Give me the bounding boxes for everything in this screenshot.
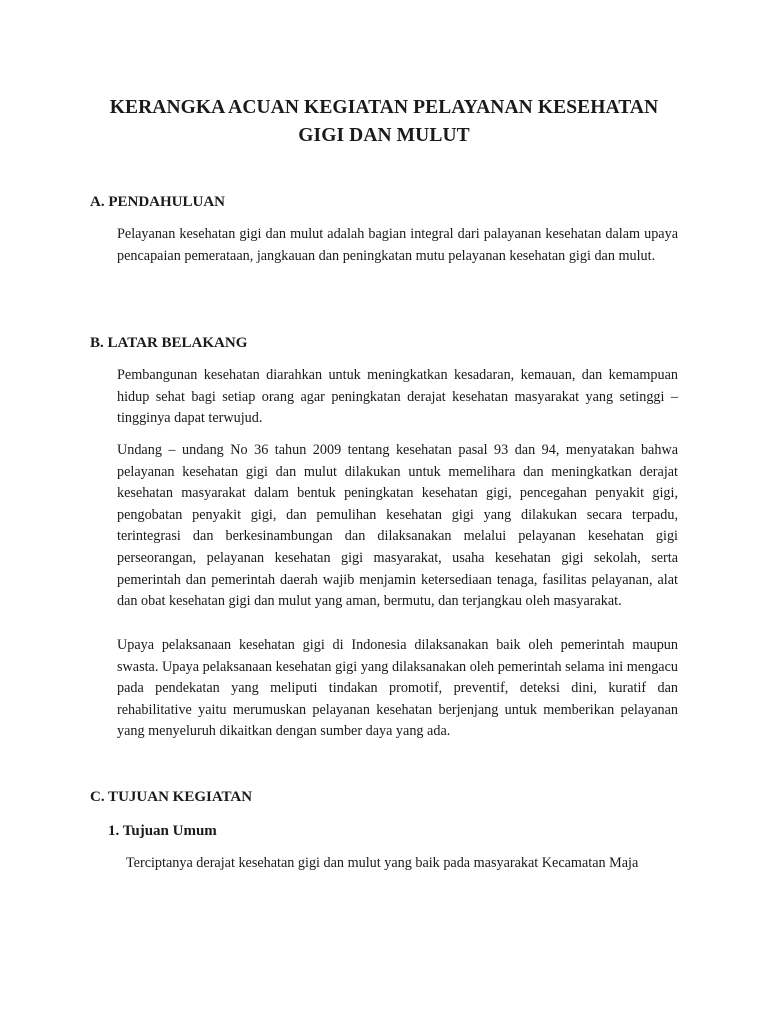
document-title-line-2: GIGI DAN MULUT	[298, 125, 470, 146]
section-b-paragraph-2: Undang – undang No 36 tahun 2009 tentang kesehatan pasal 93 dan 94, menyatakan bahwa pelayanan kesehatan gigi dan mulut dilakukan untuk memelihara dan meningkatkan derajat kesehatan masyarakat dalam bentuk peningkatan kesehatan gigi, pencegahan penyakit gigi, pengobatan penyakit gigi, dan pemulihan kesehatan gigi yang dilakukan secara terpadu, terintegrasi dan berkesinambungan dan dilaksanakan melalui pelayanan kesehatan gigi perseorangan, pelayanan kesehatan gigi masyarakat, usaha kesehatan gigi sekolah, serta pemerintah dan pemerintah daerah wajib menjamin ketersediaan tenaga, fasilitas pelayanan, alat dan obat kesehatan gigi dan mulut yang aman, bermutu, dan terjangkau oleh masyarakat.	[117, 442, 678, 610]
document-title	[90, 94, 678, 150]
section-c-text: Terciptanya derajat kesehatan gigi dan mulut yang baik pada masyarakat Kecamatan Maja	[126, 855, 639, 871]
section-a-heading: A. PENDAHULUAN	[90, 194, 225, 210]
section-b-paragraph-3: Upaya pelaksanaan kesehatan gigi di Indonesia dilaksanakan baik oleh pemerintah maupun swasta. Upaya pelaksanaan kesehatan gigi yang dilaksanakan oleh pemerintah selama ini mengacu pada pendekatan yang meliputi tindakan promotif, preventif, deteksi dini, kuratif dan rehabilitative yaitu merumuskan pelayanan kesehatan berjenjang untuk memberikan pelayanan yang menyeluruh dikaitkan dengan sumber daya yang ada.	[117, 637, 678, 740]
section-c-heading: C. TUJUAN KEGIATAN	[90, 789, 253, 805]
section-b-heading: B. LATAR BELAKANG	[90, 335, 248, 351]
section-b-paragraph-1: Pembangunan kesehatan diarahkan untuk meningkatkan kesadaran, kemauan, dan kemampuan hidup sehat bagi setiap orang agar peningkatan derajat kesehatan masyarakat yang setinggi – tingginya dapat terwujud.	[117, 367, 678, 427]
section-a-paragraph: Pelayanan kesehatan gigi dan mulut adalah bagian integral dari palayanan kesehatan dalam upaya pencapaian pemerataan, jangkauan dan peningkatan mutu pelayanan kesehatan gigi dan mulut.	[117, 226, 678, 264]
section-c-subheading: 1. Tujuan Umum	[108, 823, 217, 839]
document-title-line-1: KERANGKA ACUAN KEGIATAN PELAYANAN KESEHATAN	[109, 97, 659, 118]
